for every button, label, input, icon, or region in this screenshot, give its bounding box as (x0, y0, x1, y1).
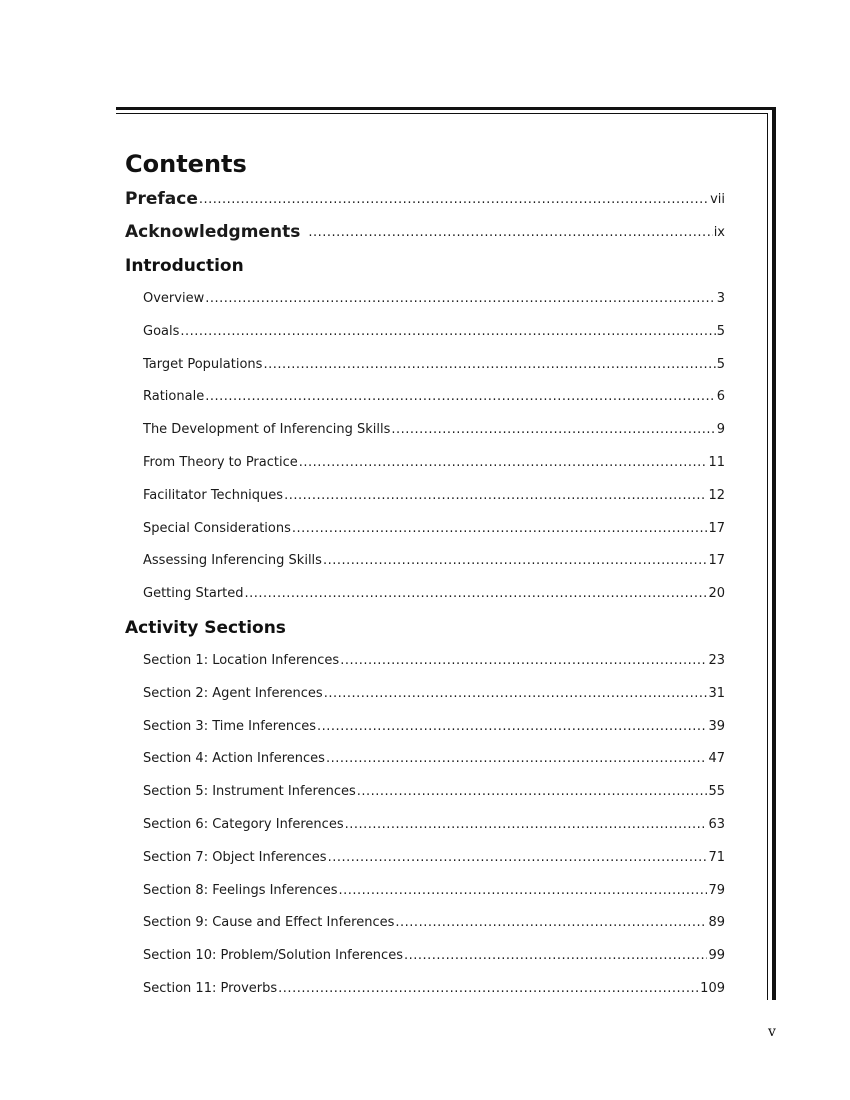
toc-entry-title: Section 6: Category Inferences (143, 816, 344, 832)
toc-entry-title: Acknowledgments (125, 222, 301, 242)
toc-entry-title: Section 3: Time Inferences (143, 718, 317, 734)
dot-leader (299, 447, 708, 480)
toc-entry-title: Section 5: Instrument Inferences (143, 784, 356, 800)
frame-top-rule (116, 107, 776, 110)
section-heading-introduction: Introduction (125, 256, 244, 276)
toc-entry-title: Target Populations (143, 356, 263, 372)
toc-entry[interactable] (125, 283, 725, 316)
dot-leader (263, 349, 715, 382)
toc-entry-title: The Development of Inferencing Skills (143, 422, 391, 438)
dot-leader (328, 842, 708, 875)
toc-entry-page: 17 (708, 520, 725, 536)
toc-entry-title: Assessing Inferencing Skills (143, 553, 322, 569)
toc-entry-title: Preface (125, 189, 198, 209)
toc-entry-page: vii (710, 192, 725, 207)
frame-right-rule (772, 107, 776, 1000)
dot-leader (338, 875, 707, 908)
frame-right-rule-thin (767, 113, 768, 1000)
toc-entry[interactable] (125, 513, 725, 546)
toc-entry-title: Special Considerations (143, 520, 291, 536)
toc-entry[interactable] (125, 316, 725, 349)
toc-entry[interactable] (125, 645, 725, 678)
toc-entry-title: Section 9: Cause and Effect Inferences (143, 915, 395, 931)
toc-entry-page: 3 (716, 291, 725, 306)
toc-entry[interactable] (125, 545, 725, 578)
toc-entry-page: 23 (708, 652, 725, 668)
toc-entry-page: 89 (708, 915, 725, 931)
dot-leader (404, 940, 707, 973)
dot-leader (324, 678, 708, 711)
toc-entry-title: Section 11: Proverbs (143, 980, 278, 996)
toc-entry-title: Section 1: Location Inferences (143, 652, 340, 668)
page-title: Contents (125, 150, 247, 178)
page-number: v (768, 1024, 776, 1040)
toc-entry-page: 71 (708, 849, 725, 865)
toc-entry-title: Section 2: Agent Inferences (143, 685, 323, 701)
dot-leader (292, 513, 708, 546)
frame-top-rule-thin (116, 113, 768, 114)
toc-entry-page: 47 (708, 751, 725, 767)
toc-entry-page: 99 (708, 948, 725, 964)
toc-entry[interactable] (125, 447, 725, 480)
dot-leader (278, 973, 699, 1006)
section-heading-activity-sections: Activity Sections (125, 617, 286, 638)
toc-entry[interactable] (125, 678, 725, 711)
toc-entry-page: 11 (708, 454, 725, 470)
toc-entry[interactable] (125, 349, 725, 382)
toc-entry[interactable] (125, 842, 725, 875)
toc-entry[interactable] (125, 414, 725, 447)
toc-entry-title: From Theory to Practice (143, 454, 298, 470)
dot-leader (180, 316, 715, 349)
toc-entry-title: Section 7: Object Inferences (143, 849, 327, 865)
toc-entry-title: Rationale (143, 389, 205, 405)
toc-entry-title: Section 8: Feelings Inferences (143, 882, 338, 898)
toc-entry-page: ix (713, 225, 725, 240)
dot-leader (205, 283, 716, 316)
dot-leader (205, 381, 716, 414)
toc-entry-page: 9 (716, 422, 725, 438)
dot-leader (317, 711, 707, 744)
dot-leader (245, 578, 708, 611)
toc-entry-page: 109 (700, 980, 725, 996)
toc-entry-page: 39 (708, 718, 725, 734)
toc-entry-title: Goals (143, 323, 180, 339)
toc-entry[interactable] (125, 743, 725, 776)
activity-sections-group (125, 611, 725, 1006)
toc-entry[interactable] (125, 907, 725, 940)
toc-entry[interactable] (125, 578, 725, 611)
dot-leader (326, 743, 708, 776)
toc-entry-page: 79 (708, 882, 725, 898)
dot-leader (323, 545, 708, 578)
toc-entry-acknowledgments[interactable] (125, 216, 725, 249)
toc-entry-page: 17 (708, 553, 725, 569)
toc-entry-page: 31 (708, 685, 725, 701)
toc-entry-page: 5 (716, 323, 725, 339)
toc-entry[interactable] (125, 480, 725, 513)
toc-entry-preface[interactable] (125, 183, 725, 216)
toc-entry[interactable] (125, 381, 725, 414)
toc-entry-page: 55 (708, 784, 725, 800)
toc-entry-page: 20 (708, 586, 725, 602)
introduction-group (125, 249, 725, 611)
toc-entry-title: Section 4: Action Inferences (143, 751, 325, 767)
dot-leader (345, 809, 708, 842)
toc-entry-page: 63 (708, 816, 725, 832)
toc-entry[interactable] (125, 776, 725, 809)
toc-entry-title: Facilitator Techniques (143, 487, 284, 503)
toc-entry-title: Overview (143, 291, 205, 306)
toc-entry-page: 12 (708, 487, 725, 503)
dot-leader (340, 645, 707, 678)
toc-entry[interactable] (125, 940, 725, 973)
dot-leader (391, 414, 715, 447)
dot-leader (284, 480, 707, 513)
toc-entry-page: 5 (716, 356, 725, 372)
toc-entry-page: 6 (716, 389, 725, 405)
dot-leader (199, 183, 709, 216)
toc-entry[interactable] (125, 875, 725, 908)
table-of-contents (125, 183, 725, 1006)
toc-entry[interactable] (125, 809, 725, 842)
dot-leader (308, 216, 712, 249)
toc-entry-title: Section 10: Problem/Solution Inferences (143, 948, 403, 964)
toc-entry[interactable] (125, 973, 725, 1006)
toc-entry-title: Getting Started (143, 586, 244, 602)
dot-leader (357, 776, 708, 809)
dot-leader (395, 907, 707, 940)
toc-entry[interactable] (125, 711, 725, 744)
